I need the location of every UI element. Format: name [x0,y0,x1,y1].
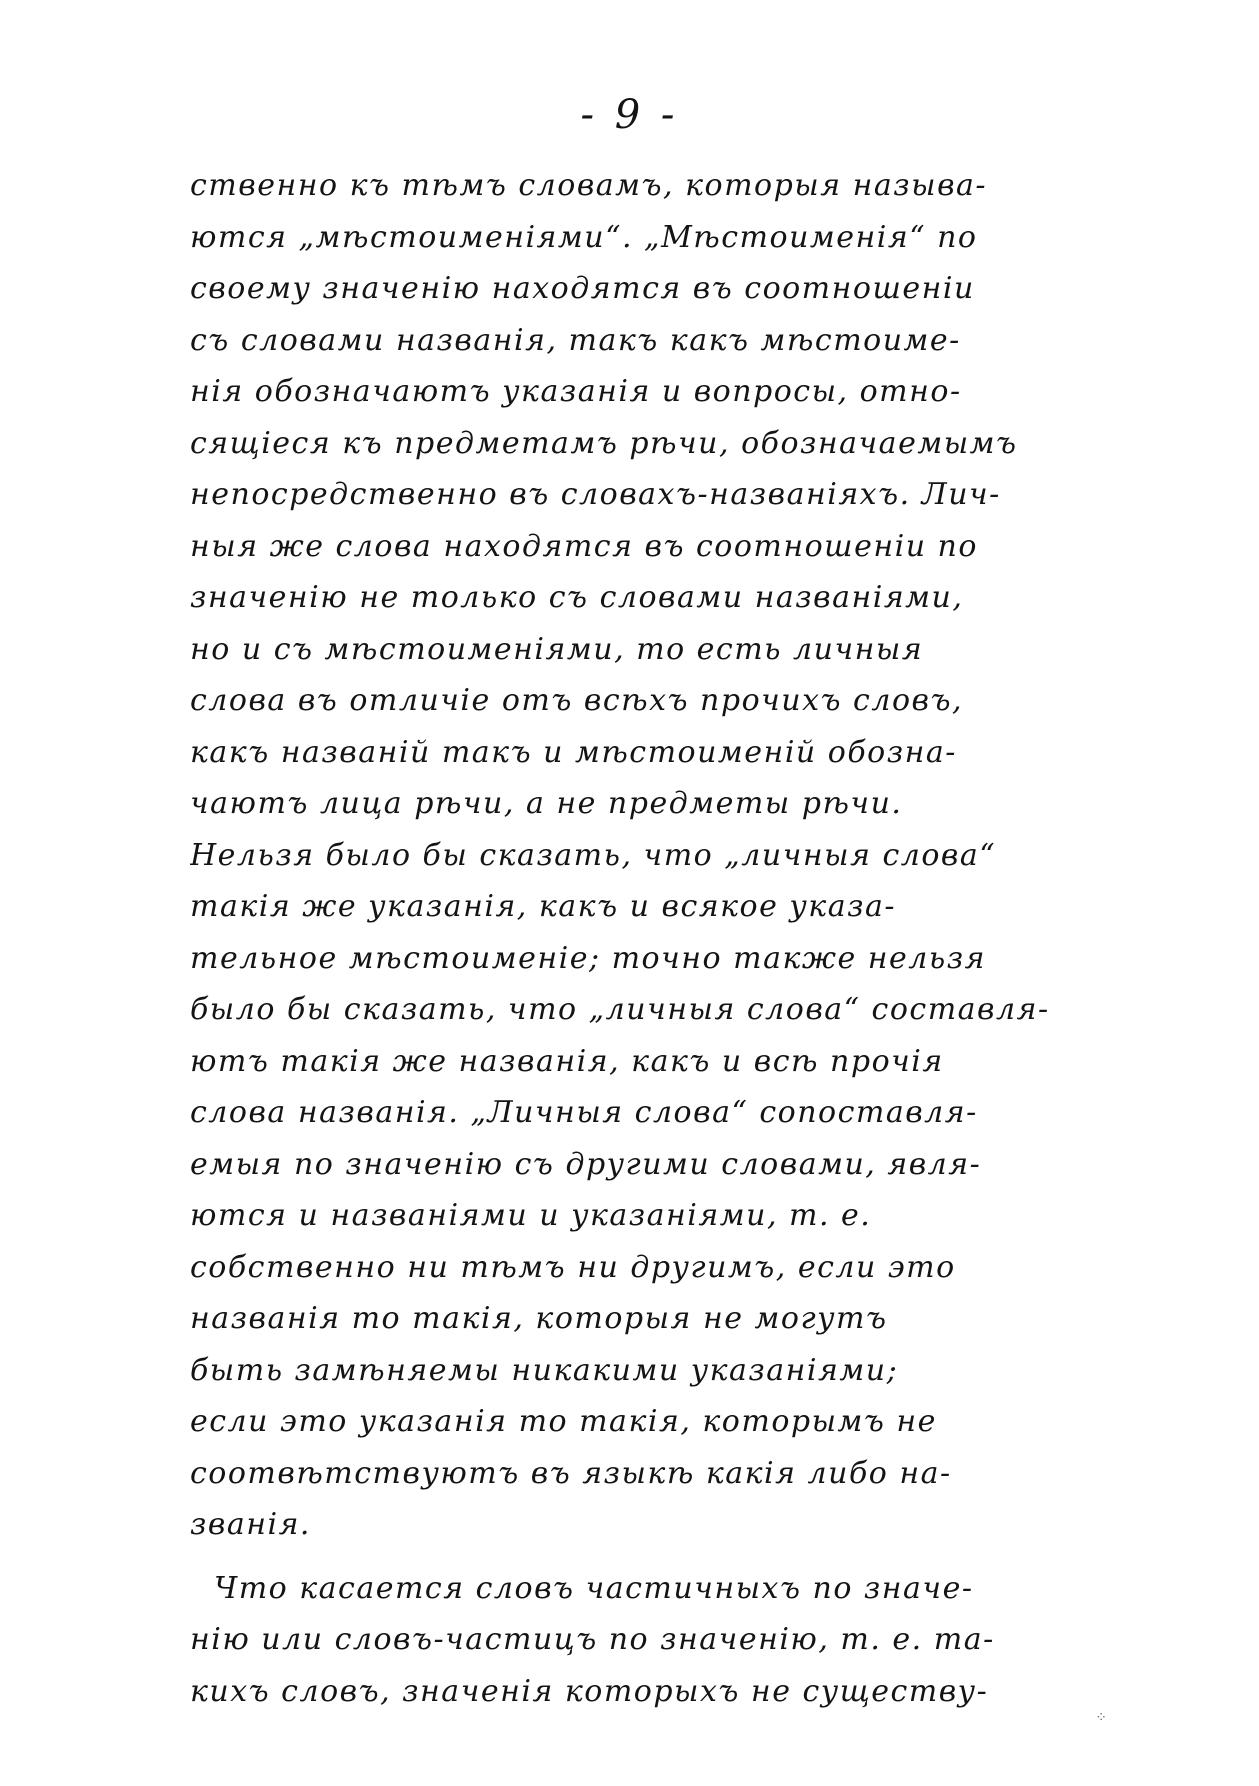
text-line: чаютъ лица рѣчи, а не предметы рѣчи. [190,786,903,821]
text-line: быть замѣняемы никакими указаніями; [190,1352,899,1388]
text-line: слова въ отличіе отъ всѣхъ прочихъ словъ, [190,683,964,718]
text-line: слова названія. „Личныя слова“ сопоставля- [190,1095,978,1130]
text-line: такія же указанія, какъ и всякое указа- [190,889,896,924]
text-line: названія то такія, которыя не могутъ [190,1301,888,1336]
scan-speck-icon: ⁘ [1095,1710,1107,1726]
text-line: ются „мѣстоименіями“. „Мѣстоименія“ по [190,219,978,255]
manuscript-text [190,160,1090,1717]
text-line: было бы сказать, что „личныя слова“ составля- [190,992,1050,1027]
text-line: емыя по значенію съ другими словами, явля- [190,1146,982,1182]
text-line: ственно къ тѣмъ словамъ, которыя называ- [190,168,988,203]
text-line: собственно ни тѣмъ ни другимъ, если это [190,1249,956,1285]
text-line: если это указанія то такія, которымъ не [190,1404,937,1439]
text-line: значенію не только съ словами названіями, [190,580,964,615]
text-line: соотвѣтствуютъ въ языкѣ какія либо на- [190,1455,952,1491]
text-line: Нельзя было бы сказать, что „личныя слова“ [190,837,997,873]
paragraph-line: кихъ словъ, значенія которыхъ не существу- [190,1673,989,1709]
text-line: но и съ мѣстоименіями, то есть личныя [190,631,924,667]
text-line: своему значенію находятся въ соотношеніи [190,271,975,306]
paragraph-line: Что касается словъ частичныхъ по значе- [214,1570,974,1606]
text-line: непосредственно въ словахъ-названіяхъ. Лич- [190,477,1001,512]
text-line: ютъ такія же названія, какъ и всѣ прочія [190,1043,944,1079]
text-line: тельное мѣстоименіе; точно также нельзя [190,940,986,976]
text-line: какъ названій такъ и мѣстоименій обозна- [190,734,957,770]
page-number: - 9 - [580,92,679,138]
text-line: сящіеся къ предметамъ рѣчи, обозначаемымъ [190,425,1018,461]
text-line: нія обозначаютъ указанія и вопросы, отно- [190,374,962,409]
text-line: съ словами названія, такъ какъ мѣстоиме- [190,322,961,358]
paragraph-line: нію или словъ-частицъ по значенію, т. е. та- [190,1622,995,1657]
text-line: ются и названіями и указаніями, т. е. [190,1198,872,1233]
text-line: званія. [190,1507,311,1542]
text-line: ныя же слова находятся въ соотношеніи по [190,528,978,564]
